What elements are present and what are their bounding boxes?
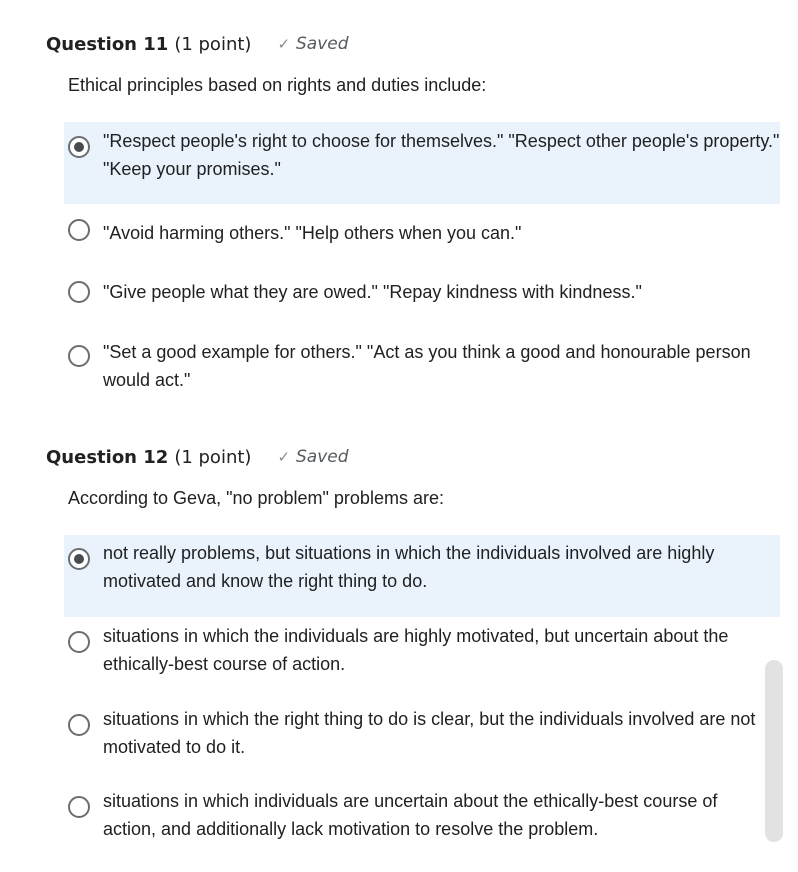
option-label: situations in which the individuals are highly motivated, but uncertain about the ethically-best course of action. bbox=[103, 626, 729, 674]
question-12-option-2[interactable] bbox=[64, 622, 754, 678]
question-12-option-3[interactable] bbox=[64, 705, 776, 761]
question-title: Question 11 bbox=[46, 33, 169, 55]
radio-icon[interactable] bbox=[68, 219, 90, 241]
option-label: "Give people what they are owed." "Repay kindness with kindness." bbox=[103, 282, 642, 302]
saved-status: Saved bbox=[296, 447, 349, 467]
saved-status: Saved bbox=[296, 34, 349, 54]
radio-icon[interactable] bbox=[68, 631, 90, 653]
question-11-header bbox=[46, 30, 349, 58]
question-points: (1 point) bbox=[174, 33, 252, 55]
option-label: "Respect people's right to choose for themselves." "Respect other people's property." "Keep your promises." bbox=[103, 131, 780, 179]
question-12-option-1[interactable] bbox=[64, 535, 780, 617]
scrollbar-thumb[interactable] bbox=[765, 660, 783, 842]
option-label: not really problems, but situations in which the individuals involved are highly motivated and know the right thing to do. bbox=[103, 543, 715, 591]
question-11-option-1[interactable] bbox=[64, 122, 780, 204]
option-label: "Set a good example for others." "Act as you think a good and honourable person would act." bbox=[103, 342, 751, 390]
check-icon: ✓ bbox=[277, 35, 291, 53]
radio-icon[interactable] bbox=[68, 345, 90, 367]
question-title: Question 12 bbox=[46, 446, 169, 468]
radio-icon[interactable] bbox=[68, 714, 90, 736]
question-11-option-2[interactable] bbox=[64, 219, 780, 247]
question-points: (1 point) bbox=[174, 446, 252, 468]
radio-icon[interactable] bbox=[68, 281, 90, 303]
question-11-option-3[interactable] bbox=[64, 278, 780, 306]
radio-icon[interactable] bbox=[68, 548, 90, 570]
question-12-option-4[interactable] bbox=[64, 787, 754, 843]
radio-icon[interactable] bbox=[68, 136, 90, 158]
question-12-header bbox=[46, 443, 349, 471]
option-label: "Avoid harming others." "Help others when you can." bbox=[103, 223, 522, 243]
option-label: situations in which the right thing to do is clear, but the individuals involved are not motivated to do it. bbox=[103, 709, 756, 757]
check-icon: ✓ bbox=[277, 448, 291, 466]
radio-icon[interactable] bbox=[68, 796, 90, 818]
question-11-option-4[interactable] bbox=[64, 338, 780, 394]
option-label: situations in which individuals are uncertain about the ethically-best course of action, and additionally lack motivation to resolve the problem. bbox=[103, 791, 718, 839]
question-text: Ethical principles based on rights and duties include: bbox=[68, 75, 487, 95]
question-text: According to Geva, "no problem" problems are: bbox=[68, 488, 444, 508]
